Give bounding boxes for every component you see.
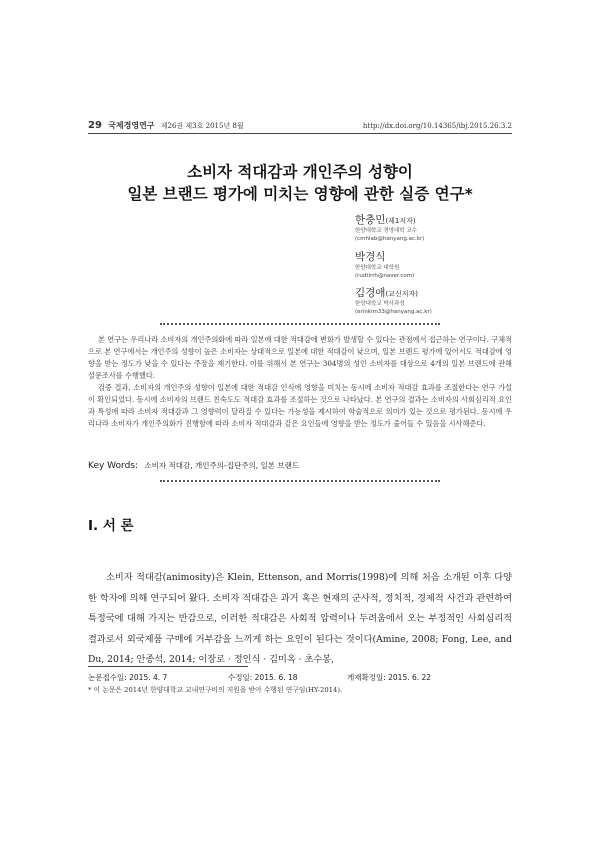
intro-body xyxy=(88,568,512,671)
title-line-2: 일본 브랜드 평가에 미치는 영향에 관한 실증 연구* xyxy=(127,185,473,203)
journal-name: 국제경영연구 xyxy=(108,121,155,130)
author-name: 박경식 xyxy=(355,251,386,263)
funding-footnote: * 이 논문은 2014년 한양대학교 교내연구비의 지원을 받아 수행된 연구임(HY-2014). xyxy=(88,686,343,694)
author-email[interactable]: (rudtlrrh@naver.com) xyxy=(355,273,415,279)
received-date: 논문접수일: 2015. 4. 7 xyxy=(88,673,168,682)
section-heading: Ⅰ. 서 론 xyxy=(88,518,134,534)
abstract-paragraph-2: 검증 결과, 소비자의 개인주의 성향이 일본에 대한 적대감 인식에 영향을 미치는 동시에 소비자 적대감 효과를 조절한다는 연구 가설이 확인되었다. 동시에 소비자의 브랜드 친숙도도 적대감 효과를 조절하는 것으로 나타났다. 본 연구의 결과는 소비자의 사회심리적 요인과 특성에 따라 소비자 적대감과 그 영향력이 달라질 수 있다는 가능성을 제시하여 학술적으로 의미가 있는 것으로 평가된다. 동시에 우리나라 소비자가 개인주의화가 진행함에 따라 소비자 적대감과 같은 요인들에 영향을 받는 정도가 줄어들 수 있음을 시사해준다. xyxy=(88,383,512,428)
keywords-text: 소비자 적대감, 개인주의-집단주의, 일본 브랜드 xyxy=(144,461,300,470)
abstract xyxy=(88,334,512,430)
abstract-top-divider xyxy=(160,323,440,327)
author-affiliation: 한양대학교 박사과정 xyxy=(355,301,405,307)
author-role: (교신저자) xyxy=(385,290,418,298)
header-left xyxy=(88,120,244,131)
author-email[interactable]: (erinkim33@hanyang.ac.kr) xyxy=(355,309,432,315)
author-role: (제1저자) xyxy=(385,217,416,225)
title-line-1: 소비자 적대감과 개인주의 성향이 xyxy=(187,163,413,181)
keywords xyxy=(88,460,299,471)
running-header xyxy=(88,120,512,134)
author-email[interactable]: (cmhlab@hanyang.ac.kr) xyxy=(355,236,425,242)
author-affiliation: 한양대학교 대학원 xyxy=(355,265,400,271)
page-number: 29 xyxy=(88,120,102,131)
intro-paragraph: 소비자 적대감(animosity)은 Klein, Ettenson, and Morris(1998)에 의해 처음 소개된 이후 다양한 학자에 의해 연구되어 왔다. 소비자 적대감은 과거 혹은 현재의 군사적, 정치적, 경제적 사건과 관련하여 특정국에 대해 가지는 반감으로, 이러한 적대감은 사회적 압력이나 두려움에서 오는 부정적인 사회심리적 결과로서 외국제품 구매에 거부감을 느끼게 하는 요인이 된다는 것이다(Amine, 2008; Fong, Lee, and Du, 2014; 안종석, 2014; 이장로 · 정인식 · 김미옥 · 초수봉, xyxy=(88,572,512,665)
accepted-date: 게재확정일: 2015. 6. 22 xyxy=(347,673,432,682)
abstract-paragraph-1: 본 연구는 우리나라 소비자의 개인주의화에 따라 일본에 대한 적대감에 변화가 발생할 수 있다는 관점에서 접근하는 연구이다. 구체적으로 본 연구에서는 개인주의 성향이 높은 소비자는 상대적으로 일본에 대한 적대감이 낮으며, 일본 브랜드 평가에 있어서도 적대감에 영향을 받는 정도가 낮을 수 있다는 주장을 제기한다. 이를 위해서 본 연구는 304명의 성인 소비자를 대상으로 4개의 일본 브랜드에 관해 설문조사를 수행했다. xyxy=(88,335,512,380)
footnote-rule xyxy=(88,666,248,667)
author-name: 김경애 xyxy=(355,287,386,299)
volume-info: 제26권 제3호 2015년 8월 xyxy=(160,122,244,130)
header-rule xyxy=(88,133,512,134)
author-affiliation: 한양대학교 경영대학 교수 xyxy=(355,228,417,234)
author-name: 한충민 xyxy=(355,214,386,226)
author-3 xyxy=(355,285,525,316)
abstract-bottom-divider xyxy=(160,480,440,484)
author-1 xyxy=(355,212,525,243)
doi-link[interactable]: http://dx.doi.org/10.14365/ibj.2015.26.3.2 xyxy=(362,122,512,130)
author-2 xyxy=(355,249,525,280)
keywords-label: Key Words: xyxy=(88,461,139,471)
revised-date: 수정일: 2015. 6. 18 xyxy=(228,673,298,682)
